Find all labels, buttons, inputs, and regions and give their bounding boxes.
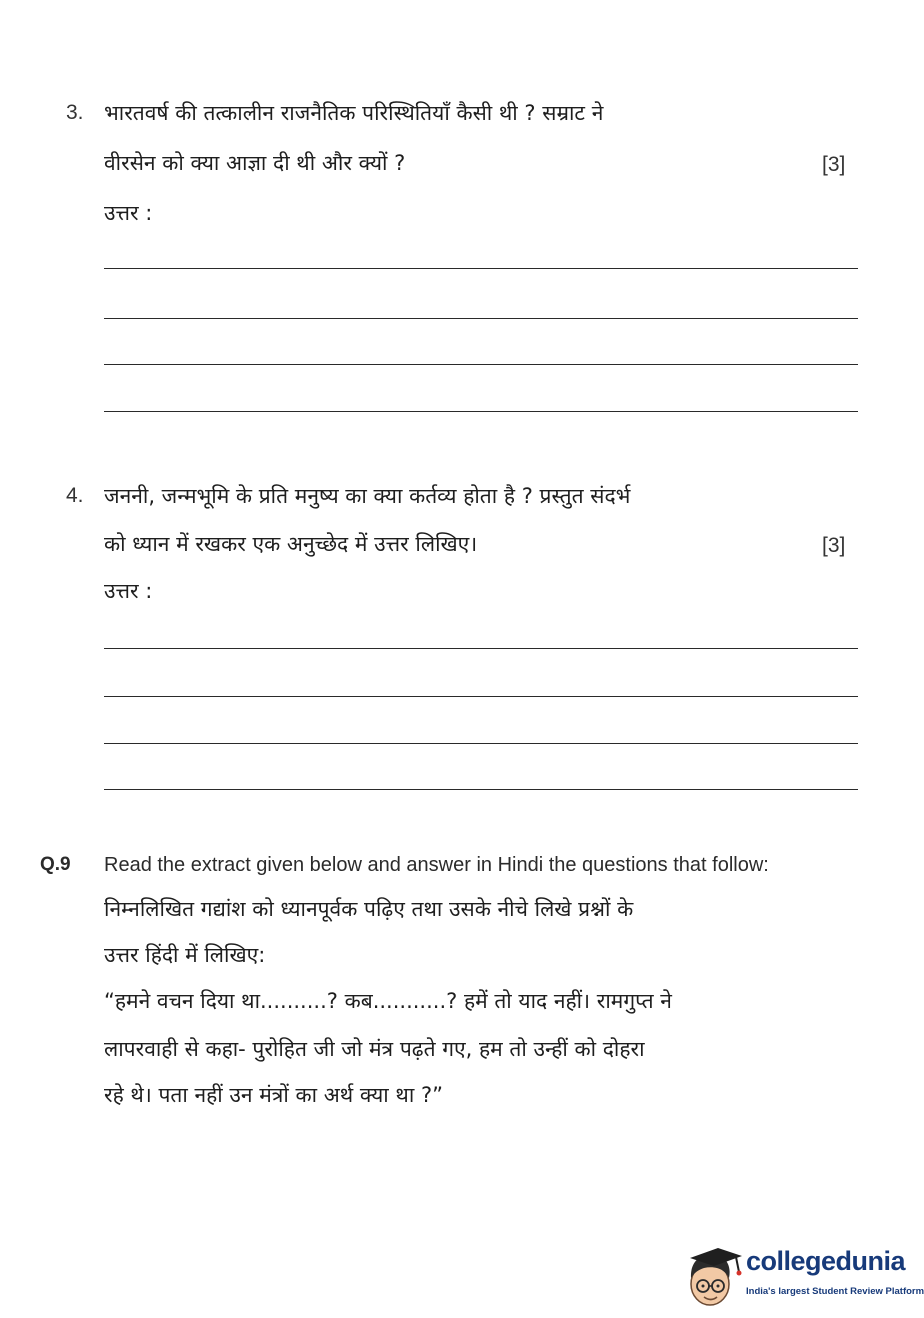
q3-answer-label: उत्तर : — [104, 201, 153, 225]
q3-marks: [3] — [822, 153, 846, 176]
q3-answer-line[interactable] — [104, 364, 858, 365]
q3-answer-line[interactable] — [104, 318, 858, 319]
q3-answer-line[interactable] — [104, 268, 858, 269]
q4-answer-label: उत्तर : — [104, 579, 153, 603]
q4-answer-line[interactable] — [104, 696, 858, 697]
q4-question-line-1: जननी, जन्मभूमि के प्रति मनुष्य का क्या कर्तव्य होता है ? प्रस्तुत संदर्भ — [104, 484, 631, 508]
logo-tagline: India's largest Student Review Platform — [746, 1286, 924, 1297]
q4-answer-line[interactable] — [104, 648, 858, 649]
student-mascot-icon — [684, 1242, 744, 1310]
q9-instruction-english: Read the extract given below and answer in Hindi the questions that follow: — [104, 854, 769, 876]
q3-answer-line[interactable] — [104, 411, 858, 412]
q9-extract-line-1: “हमने वचन दिया था..........? कब...........? हमें तो याद नहीं। रामगुप्त ने — [104, 989, 672, 1013]
q3-number: 3. — [66, 101, 84, 124]
collegedunia-logo[interactable] — [684, 1242, 924, 1310]
q4-question-line-2: को ध्यान में रखकर एक अनुच्छेद में उत्तर लिखिए। — [104, 532, 478, 556]
q9-extract-line-2: लापरवाही से कहा- पुरोहित जी जो मंत्र पढ़ते गए, हम तो उन्हीं को दोहरा — [104, 1037, 645, 1061]
q4-answer-line[interactable] — [104, 743, 858, 744]
q9-instruction-hindi-line-1: निम्नलिखित गद्यांश को ध्यानपूर्वक पढ़िए तथा उसके नीचे लिखे प्रश्नों के — [104, 897, 634, 921]
q4-answer-line[interactable] — [104, 789, 858, 790]
q4-marks: [3] — [822, 534, 846, 557]
q3-question-line-2: वीरसेन को क्या आज्ञा दी थी और क्यों ? — [104, 151, 406, 175]
q9-instruction-hindi-line-2: उत्तर हिंदी में लिखिए: — [104, 943, 266, 967]
logo-wordmark: collegedunia — [746, 1246, 906, 1276]
q9-extract-line-3: रहे थे। पता नहीं उन मंत्रों का अर्थ क्या था ?” — [104, 1083, 443, 1107]
q3-question-line-1: भारतवर्ष की तत्कालीन राजनैतिक परिस्थितियाँ कैसी थी ? सम्राट ने — [104, 101, 604, 125]
q9-label: Q.9 — [40, 854, 71, 875]
q4-number: 4. — [66, 484, 84, 507]
